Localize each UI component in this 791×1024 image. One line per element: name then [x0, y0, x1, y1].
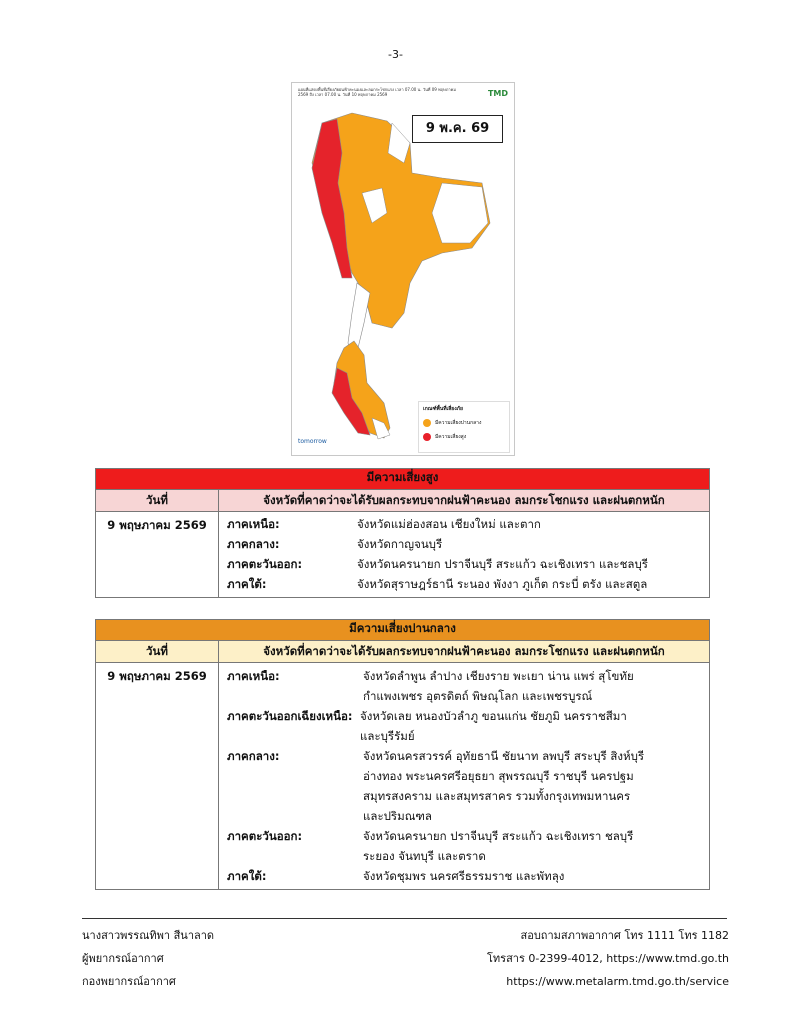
- province-list: จังหวัดกาญจนบุรี: [357, 537, 443, 551]
- footer-contact: [487, 924, 729, 993]
- province-list: จังหวัดลำพูน ลำปาง เชียงราย พะเยา น่าน แพร่ สุโขทัย: [363, 669, 634, 683]
- province-list: จังหวัดชุมพร นครศรีธรรมราช และพัทลุง: [363, 869, 565, 883]
- moderate-risk-row: [219, 706, 709, 726]
- high-risk-desc-header: จังหวัดที่คาดว่าจะได้รับผลกระทบจากฝนฟ้าคะนอง ลมกระโชกแรง และฝนตกหนัก: [219, 490, 710, 512]
- province-list: อ่างทอง พระนครศรีอยุธยา สุพรรณบุรี ราชบุรี นครปฐม: [363, 769, 634, 783]
- high-risk-table: [95, 468, 710, 598]
- region-label: ภาคตะวันออกเฉียงเหนือ:: [227, 709, 353, 723]
- contact-fax-website[interactable]: โทรสาร 0-2399-4012, https://www.tmd.go.th: [487, 952, 729, 965]
- region-label: ภาคกลาง:: [227, 749, 280, 763]
- moderate-risk-row: [219, 666, 709, 686]
- province-list: จังหวัดสุราษฎร์ธานี ระนอง พังงา ภูเก็ต กระบี่ ตรัง และสตูล: [357, 577, 648, 591]
- forecaster-name: นางสาวพรรณทิพา สีนาลาด: [82, 929, 215, 942]
- region-label: ภาคตะวันออก:: [227, 829, 303, 843]
- risk-map: [291, 82, 515, 456]
- moderate-risk-row-cont: [219, 846, 709, 866]
- tmd-logo: TMD: [487, 89, 508, 98]
- region-label: ภาคกลาง:: [227, 537, 280, 551]
- forecaster-division: กองพยากรณ์อากาศ: [82, 975, 176, 988]
- moderate-risk-date-header: วันที่: [96, 641, 219, 663]
- high-risk-row: [219, 554, 709, 574]
- high-risk-date-header: วันที่: [96, 490, 219, 512]
- province-list: จังหวัดแม่ฮ่องสอน เชียงใหม่ และตาก: [357, 517, 541, 531]
- region-label: ภาคใต้:: [227, 869, 267, 883]
- moderate-risk-row-cont: [219, 786, 709, 806]
- high-risk-row: [219, 534, 709, 554]
- province-list: สมุทรสงคราม และสมุทรสาคร รวมทั้งกรุงเทพมหานคร: [363, 789, 631, 803]
- map-legend: [418, 401, 510, 453]
- moderate-risk-row: [219, 746, 709, 766]
- region-label: ภาคเหนือ:: [227, 517, 280, 531]
- moderate-risk-row-cont: [219, 686, 709, 706]
- map-header-text: แผนที่แสดงพื้นที่เสี่ยงภัยฝนฟ้าคะนองและลมกระโชกแรง เวลา 07.00 น. วันที่ 09 พฤษภาคม 2569 ถึง เวลา 07.00 น. วันที่ 10 พฤษภาคม 2569: [298, 87, 456, 97]
- province-list: จังหวัดนครนายก ปราจีนบุรี สระแก้ว ฉะเชิงเทรา ชลบุรี: [363, 829, 634, 843]
- forecaster-title: ผู้พยากรณ์อากาศ: [82, 952, 164, 965]
- legend-swatch-red: [423, 433, 431, 441]
- region-label: ภาคเหนือ:: [227, 669, 280, 683]
- moderate-risk-title: มีความเสี่ยงปานกลาง: [96, 620, 710, 641]
- region-label: ภาคใต้:: [227, 577, 267, 591]
- moderate-risk-row: [219, 826, 709, 846]
- legend-item-moderate: [423, 419, 505, 427]
- map-date-label: 9 พ.ค. 69: [412, 115, 503, 143]
- high-risk-row: [219, 574, 709, 594]
- legend-item-high: [423, 433, 505, 441]
- contact-phone: สอบถามสภาพอากาศ โทร 1111 โทร 1182: [520, 929, 729, 942]
- legend-swatch-orange: [423, 419, 431, 427]
- high-risk-title: มีความเสี่ยงสูง: [96, 469, 710, 490]
- province-list: และปริมณฑล: [363, 809, 432, 823]
- high-risk-row: [219, 514, 709, 534]
- moderate-risk-table: [95, 619, 710, 890]
- moderate-risk-row-cont: [219, 806, 709, 826]
- region-label: ภาคตะวันออก:: [227, 557, 303, 571]
- moderate-risk-row: [219, 866, 709, 886]
- footer-signature: [82, 924, 214, 993]
- province-list: กำแพงเพชร อุตรดิตถ์ พิษณุโลก และเพชรบูรณ์: [363, 689, 593, 703]
- moderate-risk-date: 9 พฤษภาคม 2569: [96, 663, 219, 890]
- footer-divider: [82, 918, 727, 919]
- legend-label-high: มีความเสี่ยงสูง: [435, 434, 467, 440]
- province-list: จังหวัดเลย หนองบัวลำภู ขอนแก่น ชัยภูมิ นครราชสีมา: [360, 709, 627, 723]
- legend-label-moderate: มีความเสี่ยงปานกลาง: [435, 420, 482, 426]
- moderate-risk-desc-header: จังหวัดที่คาดว่าจะได้รับผลกระทบจากฝนฟ้าคะนอง ลมกระโชกแรง และฝนตกหนัก: [219, 641, 710, 663]
- contact-service-link[interactable]: https://www.metalarm.tmd.go.th/service: [506, 975, 729, 988]
- high-risk-date: 9 พฤษภาคม 2569: [96, 512, 219, 598]
- province-list: และบุรีรัมย์: [360, 729, 415, 743]
- province-list: จังหวัดนครนายก ปราจีนบุรี สระแก้ว ฉะเชิงเทรา และชลบุรี: [357, 557, 648, 571]
- province-list: จังหวัดนครสวรรค์ อุทัยธานี ชัยนาท ลพบุรี สระบุรี สิงห์บุรี: [363, 749, 645, 763]
- tomorrow-brand: tomorrow: [298, 438, 327, 445]
- legend-title: เกณฑ์พื้นที่เสี่ยงภัย: [423, 406, 463, 412]
- moderate-risk-row-cont: [219, 726, 709, 746]
- page-number: -3-: [388, 48, 403, 61]
- province-list: ระยอง จันทบุรี และตราด: [363, 849, 486, 863]
- moderate-risk-row-cont: [219, 766, 709, 786]
